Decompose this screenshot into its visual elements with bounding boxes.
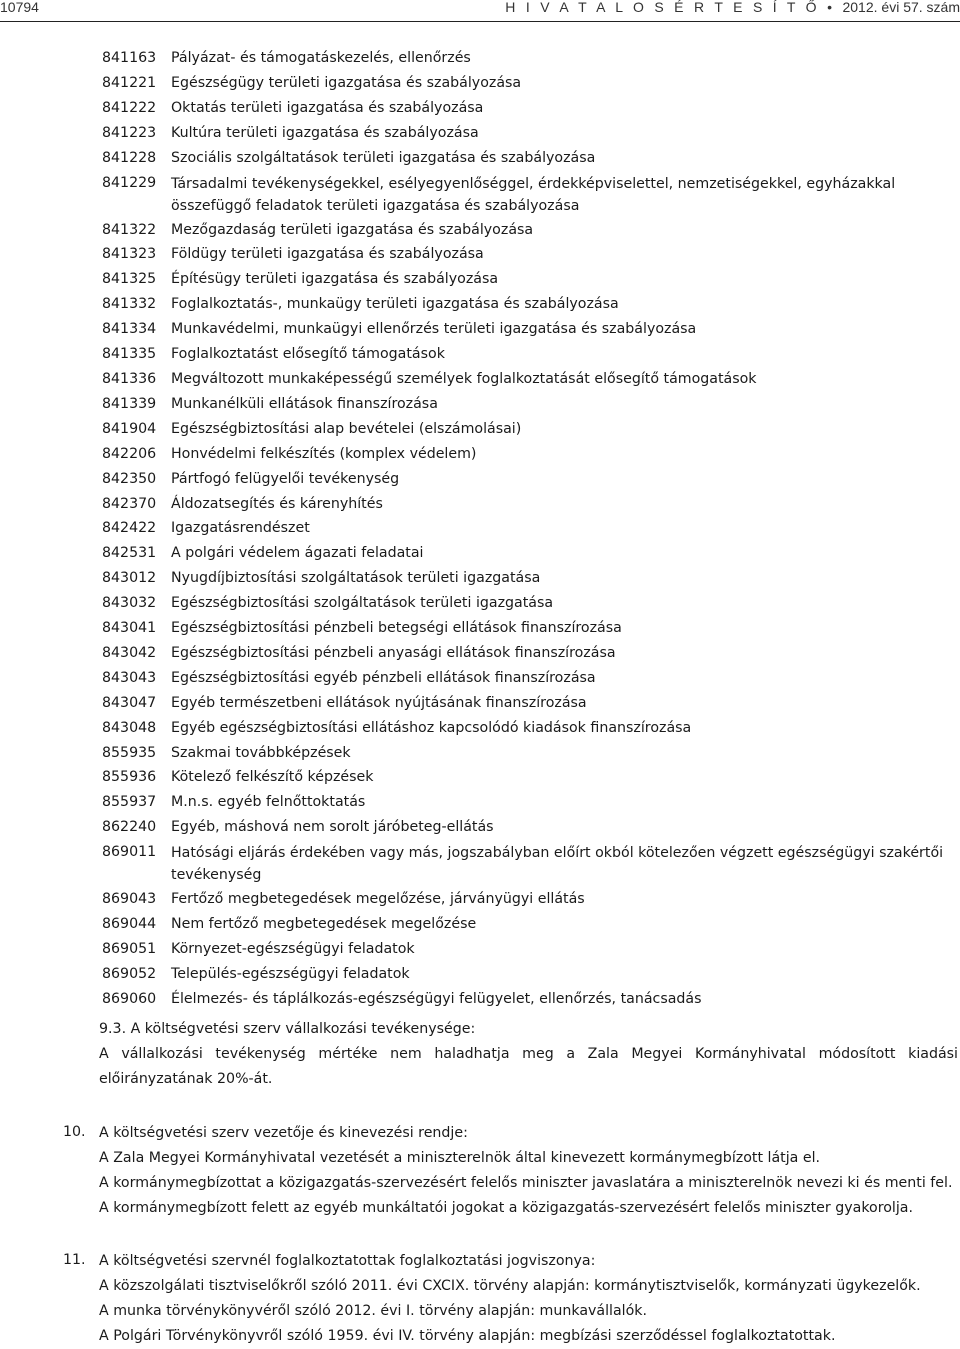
code-row: [102, 292, 960, 317]
activity-description: Egyéb természetbeni ellátások nyújtásának finanszírozása: [171, 694, 587, 711]
activity-code: 841323: [102, 246, 157, 263]
activity-code: 841223: [102, 124, 157, 141]
activity-code: 869052: [102, 965, 157, 982]
code-row: [102, 937, 960, 962]
activity-description: Nyugdíjbiztosítási szolgáltatások területi igazgatása: [171, 570, 541, 587]
code-row: [102, 765, 960, 790]
activity-code: 842531: [102, 545, 157, 562]
activity-code: 843048: [102, 719, 157, 736]
activity-code: 855936: [102, 769, 157, 786]
code-row: [102, 71, 960, 96]
activity-description: Megváltozott munkaképességű személyek foglalkoztatását elősegítő támogatások: [171, 370, 757, 387]
activity-description: Egyéb, máshová nem sorolt járóbeteg-ellátás: [171, 819, 494, 836]
activity-description: Szakmai továbbképzések: [171, 744, 351, 761]
activity-code: 843012: [102, 570, 157, 587]
section-10-line: A Zala Megyei Kormányhivatal vezetését a miniszterelnök által kinevezett kormánymegbízott látja el.: [99, 1150, 821, 1166]
activity-description: Földügy területi igazgatása és szabályozása: [171, 246, 484, 263]
code-row: [102, 741, 960, 766]
activity-description: Kultúra területi igazgatása és szabályozása: [171, 124, 479, 141]
activity-code: 841163: [102, 50, 157, 66]
activity-description: A polgári védelem ágazati feladatai: [171, 545, 424, 562]
activity-code: 841904: [102, 420, 157, 437]
code-row: [102, 267, 960, 292]
page-number: 10794: [0, 0, 39, 15]
code-row: [102, 171, 960, 218]
code-row: [102, 666, 960, 691]
section-9-3-title: 9.3. A költségvetési szerv vállalkozási tevékenysége:: [99, 1021, 476, 1037]
code-row: [102, 840, 960, 887]
issue-date: 2012. évi 57. szám: [842, 0, 960, 15]
code-row: [102, 96, 960, 121]
activity-description: Egészségbiztosítási szolgáltatások területi igazgatása: [171, 595, 554, 612]
code-row: [102, 121, 960, 146]
code-row: [102, 591, 960, 616]
activity-code: 842350: [102, 470, 157, 487]
section-11-number: 11.: [63, 1252, 86, 1268]
activity-description: Munkanélküli ellátások finanszírozása: [171, 395, 438, 412]
code-row: [102, 417, 960, 442]
section-11-line: A Polgári Törvénykönyvről szóló 1959. évi IV. törvény alapján: megbízási szerződéssel foglalkoztatottak.: [99, 1328, 836, 1344]
activity-code: 869060: [102, 990, 157, 1007]
activity-description: Mezőgazdaság területi igazgatása és szabályozása: [171, 221, 534, 238]
activity-description: Foglalkoztatást elősegítő támogatások: [171, 346, 445, 363]
activity-code: 843043: [102, 669, 157, 686]
activity-code: 869044: [102, 916, 157, 933]
activity-code: 855937: [102, 794, 157, 811]
section-10-line: A kormánymegbízottat a közigazgatás-szervezésért felelős miniszter javaslatára a miniszterelnök nevezi ki és menti fel.: [99, 1175, 953, 1191]
activity-code: 843041: [102, 620, 157, 637]
activity-description: Nem fertőző megbetegedések megelőzése: [171, 916, 477, 933]
code-row: [102, 392, 960, 417]
activity-description: M.n.s. egyéb felnőttoktatás: [171, 794, 366, 811]
activity-code: 841325: [102, 271, 157, 288]
code-row: [102, 541, 960, 566]
code-row: [102, 962, 960, 987]
activity-code: 841229: [102, 174, 157, 191]
activity-description: Egészségbiztosítási egyéb pénzbeli ellátások finanszírozása: [171, 669, 596, 686]
activity-description: Igazgatásrendészet: [171, 520, 310, 537]
activity-code: 869043: [102, 891, 157, 908]
code-row: [102, 218, 960, 243]
activity-description: Társadalmi tevékenységekkel, esélyegyenlőséggel, érdekképviselettel, nemzetiségekkel, egyházakkal összefüggő feladatok területi igazgatása és szabályozása: [171, 175, 896, 214]
activity-code: 841222: [102, 99, 157, 116]
activity-code: 869051: [102, 941, 157, 957]
activity-code: 842206: [102, 445, 157, 462]
code-row: [102, 716, 960, 741]
code-row: [102, 815, 960, 840]
activity-code: 842422: [102, 520, 157, 537]
code-row: [102, 566, 960, 591]
code-row: [102, 442, 960, 467]
activity-code: 843032: [102, 595, 157, 612]
activity-code: 841221: [102, 74, 157, 91]
code-row: [102, 342, 960, 367]
activity-description: Egészségügy területi igazgatása és szabályozása: [171, 74, 522, 91]
code-row: [102, 367, 960, 392]
activity-code: 841334: [102, 321, 157, 338]
activity-description: Környezet-egészségügyi feladatok: [171, 941, 415, 957]
activity-description: Szociális szolgáltatások területi igazgatása és szabályozása: [171, 149, 596, 166]
activity-code: 841336: [102, 370, 157, 387]
activity-description: Fertőző megbetegedések megelőzése, járványügyi ellátás: [171, 891, 585, 908]
activity-description: Honvédelmi felkészítés (komplex védelem): [171, 445, 477, 462]
activity-description: Pártfogó felügyelői tevékenység: [171, 470, 400, 487]
activity-code-list: [102, 46, 960, 1012]
activity-code: 842370: [102, 495, 157, 512]
activity-code: 841335: [102, 346, 157, 363]
activity-description: Építésügy területi igazgatása és szabályozása: [171, 271, 499, 288]
activity-description: Egészségbiztosítási pénzbeli anyasági ellátások finanszírozása: [171, 644, 616, 661]
activity-code: 841322: [102, 221, 157, 238]
activity-code: 843042: [102, 644, 157, 661]
page-header: [0, 0, 960, 22]
activity-description: Foglalkoztatás-, munkaügy területi igazgatása és szabályozása: [171, 296, 619, 313]
header-dot: •: [827, 0, 836, 15]
header-rule: [0, 21, 960, 22]
code-row: [102, 467, 960, 492]
activity-code: 862240: [102, 819, 157, 836]
section-10-line: A kormánymegbízott felett az egyéb munkáltatói jogokat a közigazgatás-szervezésért felelős miniszter gyakorolja.: [99, 1200, 913, 1216]
code-row: [102, 790, 960, 815]
activity-code: 841332: [102, 296, 157, 313]
section-11-title: A költségvetési szervnél foglalkoztatottak foglalkoztatási jogviszonya:: [99, 1253, 596, 1269]
activity-description: Település-egészségügyi feladatok: [171, 965, 410, 982]
section-9-3-text: A vállalkozási tevékenység mértéke nem haladhatja meg a Zala Megyei Kormányhivatal módosított kiadási előirányzatának 20%-át.: [99, 1046, 958, 1087]
activity-code: 869011: [102, 844, 157, 861]
activity-description: Oktatás területi igazgatása és szabályozása: [171, 99, 484, 116]
activity-description: Élelmezés- és táplálkozás-egészségügyi felügyelet, ellenőrzés, tanácsadás: [171, 990, 702, 1007]
journal-title: [505, 0, 960, 15]
activity-description: Egészségbiztosítási pénzbeli betegségi ellátások finanszírozása: [171, 620, 622, 637]
activity-description: Pályázat- és támogatáskezelés, ellenőrzés: [171, 50, 471, 66]
code-row: [102, 317, 960, 342]
code-row: [102, 641, 960, 666]
activity-code: 855935: [102, 744, 157, 761]
code-row: [102, 516, 960, 541]
activity-code: 841339: [102, 395, 157, 412]
section-11-line: A közszolgálati tisztviselőkről szóló 2011. évi CXCIX. törvény alapján: kormánytisztviselők, kormányzati ügykezelők.: [99, 1278, 921, 1294]
activity-description: Hatósági eljárás érdekében vagy más, jogszabályban előírt okból kötelezően végzett egészségügyi szakértői tevékenység: [171, 845, 944, 884]
journal-name: H I V A T A L O S É R T E S Í T Ő: [505, 0, 820, 15]
activity-description: Kötelező felkészítő képzések: [171, 769, 374, 786]
code-row: [102, 146, 960, 171]
code-row: [102, 912, 960, 937]
activity-description: Egyéb egészségbiztosítási ellátáshoz kapcsolódó kiadások finanszírozása: [171, 719, 692, 736]
code-row: [102, 242, 960, 267]
activity-description: Áldozatsegítés és kárenyhítés: [171, 495, 383, 512]
code-row: [102, 691, 960, 716]
code-row: [102, 46, 960, 71]
code-row: [102, 887, 960, 912]
activity-code: 841228: [102, 149, 157, 166]
activity-code: 843047: [102, 694, 157, 711]
code-row: [102, 987, 960, 1012]
activity-description: Egészségbiztosítási alap bevételei (elszámolásai): [171, 420, 522, 437]
activity-description: Munkavédelmi, munkaügyi ellenőrzés területi igazgatása és szabályozása: [171, 321, 697, 338]
section-11-line: A munka törvénykönyvéről szóló 2012. évi I. törvény alapján: munkavállalók.: [99, 1303, 648, 1319]
code-row: [102, 616, 960, 641]
code-row: [102, 492, 960, 517]
section-10-number: 10.: [63, 1124, 86, 1140]
section-10-title: A költségvetési szerv vezetője és kinevezési rendje:: [99, 1125, 468, 1141]
